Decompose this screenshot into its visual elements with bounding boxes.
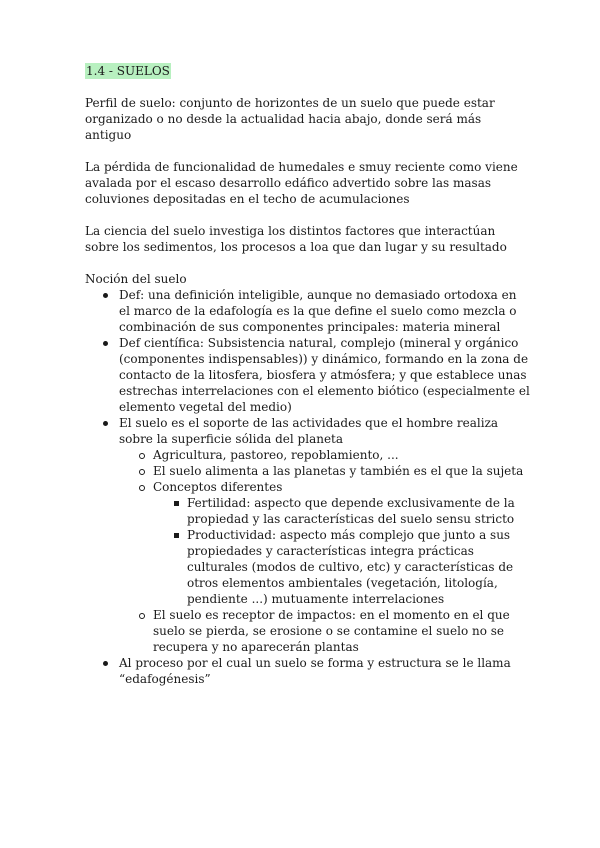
list-item-def-cientifica: [85, 335, 530, 415]
list-item-edafogenesis: [85, 655, 530, 687]
paragraph-ciencia: La ciencia del suelo investiga los distintos factores que interactúan sobre los sedimentos, los procesos a loa que dan lugar y su resultado: [85, 224, 507, 254]
subsub-item-fertilidad: [153, 495, 530, 527]
subsub-item-text: Productividad: aspecto más complejo que junto a sus propiedades y características integra prácticas culturales (modos de cultivo, etc) y características de otros elementos ambientales (vegetación, litología, pendiente ...) mutuamente interrelaciones: [187, 528, 514, 606]
sub-item-text: Agricultura, pastoreo, repoblamiento, ...: [153, 448, 399, 462]
subsub-item-text: Fertilidad: aspecto que depende exclusivamente de la propiedad y las características del suelo sensu stricto: [187, 496, 515, 526]
sub-item-text: Conceptos diferentes: [153, 480, 283, 494]
sub-item: [119, 607, 530, 655]
list-item-def: [85, 287, 530, 335]
list-item-soporte: [85, 415, 530, 655]
subsub-list: [153, 495, 530, 607]
heading-wrap: [85, 63, 530, 79]
nocion-title: Noción del suelo: [85, 272, 187, 286]
paragraph-humedales: La pérdida de funcionalidad de humedales e smuy reciente como viene avalada por el escaso desarrollo edáfico advertido sobre las masas coluviones depositadas en el techo de acumulaciones: [85, 160, 518, 206]
sub-item-text: El suelo alimenta a las planetas y también es el que la sujeta: [153, 464, 524, 478]
sub-item: [119, 463, 530, 479]
list-item-text: El suelo es el soporte de las actividades que el hombre realiza sobre la superficie sólida del planeta: [119, 416, 499, 446]
list-item-text: Def científica: Subsistencia natural, complejo (mineral y orgánico (componentes indispensables)) y dinámico, formando en la zona de contacto de la litosfera, biosfera y atmósfera; y que establece unas estrechas interrelaciones con el elemento biótico (especialmente el elemento vegetal del medio): [119, 336, 530, 414]
nocion-list: [85, 287, 530, 687]
list-item-text: Def: una definición inteligible, aunque no demasiado ortodoxa en el marco de la edafología es la que define el suelo como mezcla o combinación de sus componentes principales: materia mineral: [119, 288, 517, 334]
sub-item-text: El suelo es receptor de impactos: en el momento en el que suelo se pierda, se erosione o se contamine el suelo no se recupera y no aparecerán plantas: [153, 608, 510, 654]
document-page: [85, 63, 530, 687]
list-item-text: Al proceso por el cual un suelo se forma y estructura se le llama “edafogénesis”: [119, 656, 511, 686]
sub-list: [119, 447, 530, 655]
section-heading: 1.4 - SUELOS: [86, 64, 170, 78]
sub-item: [119, 479, 530, 607]
paragraph-perfil: Perfil de suelo: conjunto de horizontes de un suelo que puede estar organizado o no desde la actualidad hacia abajo, donde será más antiguo: [85, 96, 495, 142]
sub-item: [119, 447, 530, 463]
subsub-item-productividad: [153, 527, 530, 607]
